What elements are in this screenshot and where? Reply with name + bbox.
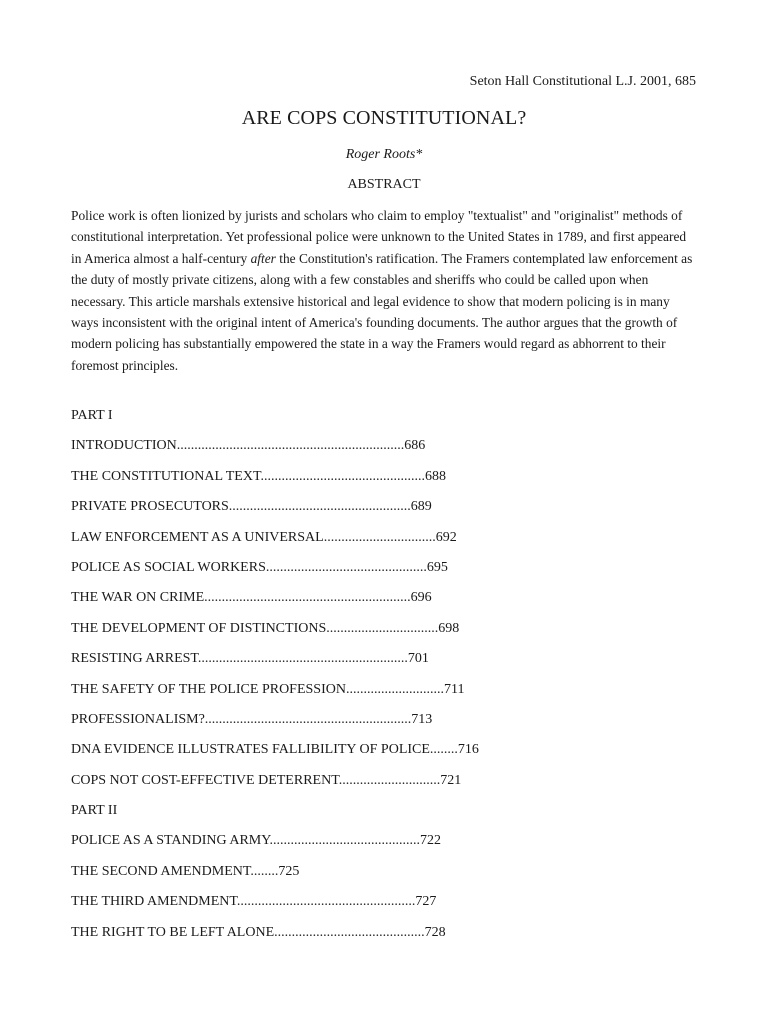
toc-part-heading: PART I xyxy=(71,408,113,423)
abstract-text-part-2: the Constitution's ratification. The Framers contemplated law enforcement as the duty of mostly private citizens, along with a few constables and sheriffs who could be called upon when necessary. This article marshals extensive historical and legal evidence to show that modern policing is in many ways inconsistent with the original intent of America's founding documents. The author argues that the growth of modern policing has substantially empowered the state in a way the Framers would regard as abhorrent to their foremost principles. xyxy=(71,250,693,373)
toc-entry-second-amendment: THE SECOND AMENDMENT........725 xyxy=(71,863,300,879)
toc-entry-standing-army: POLICE AS A STANDING ARMY...........................................722 xyxy=(71,833,442,849)
citation: Seton Hall Constitutional L.J. 2001, 685 xyxy=(469,74,696,89)
document-title: ARE COPS CONSTITUTIONAL? xyxy=(241,107,527,129)
toc-entry-police-social-workers: POLICE AS SOCIAL WORKERS..............................................695 xyxy=(71,559,448,575)
toc-entry-cops-not-cost-effective: COPS NOT COST-EFFECTIVE DETERRENT.............................721 xyxy=(71,772,462,788)
abstract-heading: ABSTRACT xyxy=(347,177,421,192)
toc-entry-right-to-be-left-alone: THE RIGHT TO BE LEFT ALONE...........................................728 xyxy=(71,924,446,940)
abstract-paragraph xyxy=(71,205,699,376)
toc-part-heading: PART II xyxy=(71,803,118,819)
toc-entry-introduction: INTRODUCTION.................................................................686 xyxy=(71,438,426,454)
toc-entry-private-prosecutors: PRIVATE PROSECUTORS....................................................689 xyxy=(71,499,432,515)
toc-entry-safety-of-police: THE SAFETY OF THE POLICE PROFESSION............................711 xyxy=(71,681,465,697)
toc-entry-resisting-arrest: RESISTING ARREST............................................................701 xyxy=(71,651,429,667)
toc-entry-dna-evidence: DNA EVIDENCE ILLUSTRATES FALLIBILITY OF POLICE........716 xyxy=(71,742,479,758)
toc-entry-constitutional-text: THE CONSTITUTIONAL TEXT...............................................688 xyxy=(71,468,446,484)
author-name: Roger Roots* xyxy=(345,147,423,162)
toc-entry-professionalism: PROFESSIONALISM?...........................................................713 xyxy=(71,711,433,727)
table-of-contents xyxy=(71,405,699,952)
toc-entry-development-of-distinctions: THE DEVELOPMENT OF DISTINCTIONS................................698 xyxy=(71,620,460,636)
toc-entry-war-on-crime: THE WAR ON CRIME...........................................................696 xyxy=(71,590,432,606)
toc-entry-law-enforcement-universal: LAW ENFORCEMENT AS A UNIVERSAL................................692 xyxy=(71,529,457,545)
abstract-italic-word: after xyxy=(250,250,276,266)
toc-entry-third-amendment: THE THIRD AMENDMENT...................................................727 xyxy=(71,894,437,910)
abstract-text-part-1: Police work is often lionized by jurists and scholars who claim to employ "textualist" and "originalist" methods of constitutional interpretation. Yet professional police were unknown to the United States in 1789, and first appeared in America almost a half-century xyxy=(71,208,687,266)
